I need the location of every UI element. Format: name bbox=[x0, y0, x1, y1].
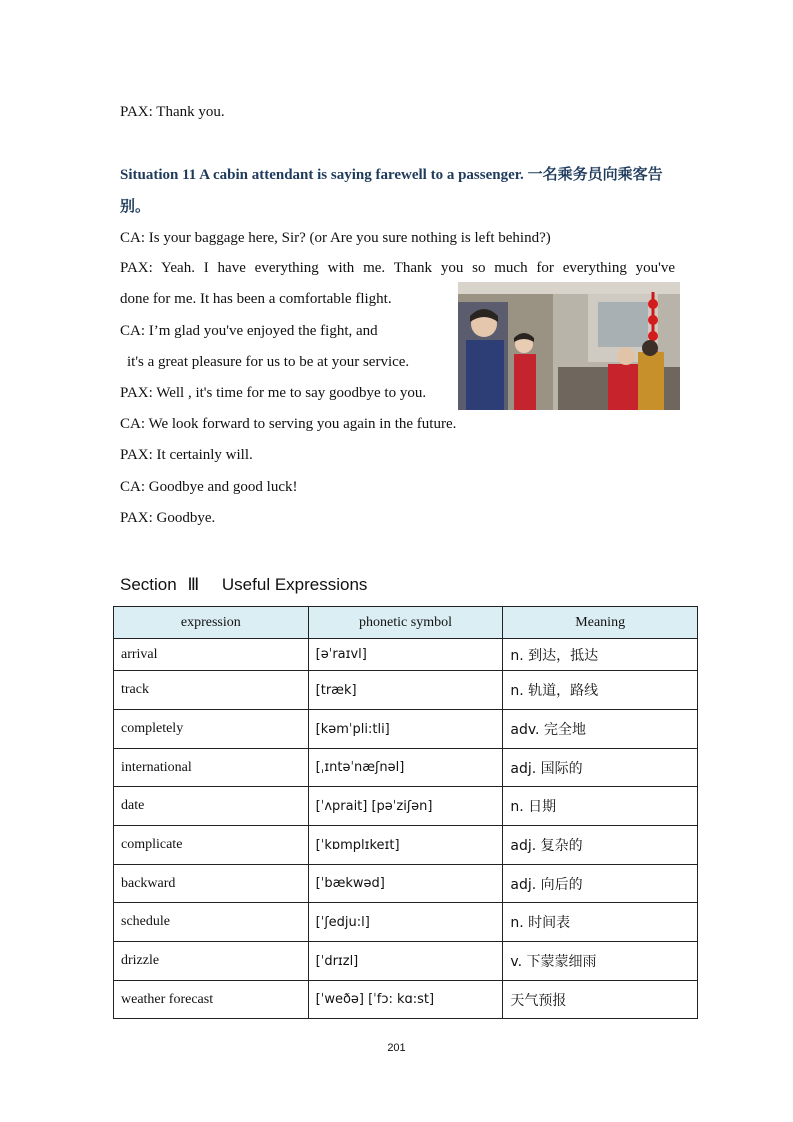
dialogue-line-8: PAX: It certainly will. bbox=[120, 447, 253, 463]
dialogue-line-4: CA: I’m glad you've enjoyed the fight, and bbox=[120, 323, 378, 339]
cell-expression: track bbox=[114, 671, 309, 710]
dialogue-line-thanks: PAX: Thank you. bbox=[120, 104, 225, 120]
table-row bbox=[114, 903, 698, 942]
dialogue-line-7: CA: We look forward to serving you again in the future. bbox=[120, 416, 457, 432]
dialogue-line-2: PAX: Yeah. I have everything with me. Thank you so much for everything you've bbox=[120, 260, 675, 276]
cell-expression: backward bbox=[114, 865, 309, 903]
dialogue-line-9: CA: Goodbye and good luck! bbox=[120, 479, 298, 495]
table-row bbox=[114, 671, 698, 710]
table-row bbox=[114, 710, 698, 749]
table-header-row bbox=[114, 607, 698, 639]
cell-phonetic: [ˈdrɪzl] bbox=[308, 942, 503, 981]
cell-phonetic: [ˈʌprait] [pəˈziʃən] bbox=[308, 787, 503, 826]
situation-title-cn: 一名乘务员向乘客告别。 bbox=[120, 165, 663, 215]
section-title bbox=[120, 574, 367, 596]
situation-heading bbox=[120, 159, 680, 223]
cell-expression: weather forecast bbox=[114, 981, 309, 1019]
table-row bbox=[114, 826, 698, 865]
cell-phonetic: [ˈweðə] [ˈfɔ: kɑ:st] bbox=[308, 981, 503, 1019]
cell-expression: drizzle bbox=[114, 942, 309, 981]
cell-phonetic: [əˈraɪvl] bbox=[308, 639, 503, 671]
cabin-farewell-photo bbox=[458, 282, 680, 410]
dialogue-line-5: it's a great pleasure for us to be at your service. bbox=[127, 354, 410, 370]
page-number: 201 bbox=[387, 1042, 406, 1054]
column-header-expression: expression bbox=[114, 607, 309, 639]
section-label: Section bbox=[120, 575, 177, 594]
cell-meaning: n. 轨道，路线 bbox=[503, 671, 698, 710]
dialogue-line-1: CA: Is your baggage here, Sir? (or Are you sure nothing is left behind?) bbox=[120, 230, 551, 246]
cell-meaning: n. 到达，抵达 bbox=[503, 639, 698, 671]
vocabulary-table bbox=[113, 606, 698, 1019]
cell-meaning: adj. 向后的 bbox=[503, 865, 698, 903]
column-header-meaning: Meaning bbox=[503, 607, 698, 639]
situation-title-en: Situation 11 A cabin attendant is saying farewell to a passenger. bbox=[120, 167, 524, 183]
table-row bbox=[114, 639, 698, 671]
cell-phonetic: [ˈʃedju:l] bbox=[308, 903, 503, 942]
cell-expression: arrival bbox=[114, 639, 309, 671]
cell-phonetic: [ˈbækwəd] bbox=[308, 865, 503, 903]
table-row bbox=[114, 787, 698, 826]
cell-phonetic: [træk] bbox=[308, 671, 503, 710]
cell-expression: complicate bbox=[114, 826, 309, 865]
dialogue-line-10: PAX: Goodbye. bbox=[120, 510, 216, 526]
dialogue-line-3: done for me. It has been a comfortable flight. bbox=[120, 291, 392, 307]
cell-meaning: v. 下蒙蒙细雨 bbox=[503, 942, 698, 981]
table-row bbox=[114, 865, 698, 903]
cell-phonetic: [ˌɪntəˈnæʃnəl] bbox=[308, 749, 503, 787]
table-row bbox=[114, 749, 698, 787]
cell-expression: schedule bbox=[114, 903, 309, 942]
cell-meaning: adj. 复杂的 bbox=[503, 826, 698, 865]
table-row bbox=[114, 981, 698, 1019]
section-heading: Useful Expressions bbox=[221, 575, 368, 594]
table-row bbox=[114, 942, 698, 981]
dialogue-line-6: PAX: Well , it's time for me to say goodbye to you. bbox=[120, 385, 427, 401]
cell-phonetic: [kəmˈpli:tli] bbox=[308, 710, 503, 749]
cell-expression: completely bbox=[114, 710, 309, 749]
section-numeral: Ⅲ bbox=[187, 575, 200, 594]
cell-phonetic: [ˈkɒmplɪkeɪt] bbox=[308, 826, 503, 865]
cell-expression: date bbox=[114, 787, 309, 826]
cell-meaning: n. 日期 bbox=[503, 787, 698, 826]
cell-meaning: adv. 完全地 bbox=[503, 710, 698, 749]
column-header-phonetic: phonetic symbol bbox=[308, 607, 503, 639]
cell-meaning: 天气预报 bbox=[503, 981, 698, 1019]
cell-meaning: n. 时间表 bbox=[503, 903, 698, 942]
cell-expression: international bbox=[114, 749, 309, 787]
cell-meaning: adj. 国际的 bbox=[503, 749, 698, 787]
